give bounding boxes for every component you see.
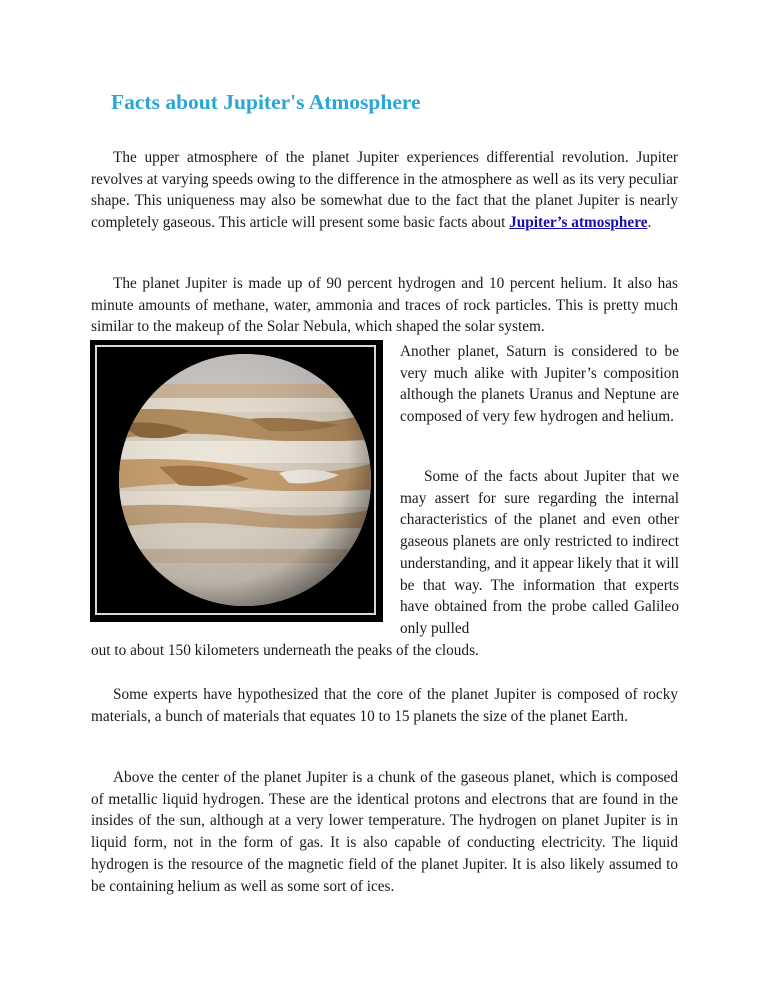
paragraph-intro-text: The upper atmosphere of the planet Jupiter experiences differential revolution. Jupiter revolves at varying speeds owing to the difference in the atmosphere as well as its very peculiar shape. This uniqueness may also be somewhat due to the fact that the planet Jupiter is nearly completely gaseous. This article will present some basic facts about xyxy=(91,149,678,232)
jupiter-image xyxy=(90,340,383,622)
paragraph-metallic-hydrogen-text: Above the center of the planet Jupiter is a chunk of the gaseous planet, which is composed of metallic liquid hydrogen. These are the identical protons and electrons that are found in the insides of the sun, although at a very lower temperature. The hydrogen on planet Jupiter is in liquid form, not in the form of gas. It is also capable of conducting electricity. The liquid hydrogen is the resource of the magnetic field of the planet Jupiter. It is also likely assumed to be containing helium as well as some sort of ices. xyxy=(91,769,678,895)
paragraph-galileo-text: Some of the facts about Jupiter that we may assert for sure regarding the internal characteristics of the planet and even other gaseous planets are only restricted to indirect understanding, and it appear likely that it will be that way. The information that experts have obtained from the probe called Galileo only pulled xyxy=(400,468,679,637)
jupiter-planet-icon xyxy=(99,349,374,613)
paragraph-composition-text: The planet Jupiter is made up of 90 percent hydrogen and 10 percent helium. It also has minute amounts of methane, water, ammonia and traces of rock particles. This is pretty much similar to the makeup of the Solar Nebula, which shaped the solar system. xyxy=(91,275,678,336)
paragraph-metallic-hydrogen xyxy=(91,767,678,897)
paragraph-core-text: Some experts have hypothesized that the core of the planet Jupiter is composed of rocky materials, a bunch of materials that equates 10 to 15 planets the size of the planet Earth. xyxy=(91,686,678,725)
paragraph-saturn xyxy=(400,341,679,428)
paragraph-core xyxy=(91,684,678,727)
paragraph-composition xyxy=(91,273,678,338)
page-title: Facts about Jupiter's Atmosphere xyxy=(111,90,421,114)
paragraph-intro xyxy=(91,147,678,234)
paragraph-galileo-continued xyxy=(91,640,678,662)
paragraph-galileo xyxy=(400,466,679,640)
paragraph-galileo-end: out to about 150 kilometers underneath the peaks of the clouds. xyxy=(91,642,479,659)
paragraph-intro-end: . xyxy=(647,214,652,232)
paragraph-saturn-text: Another planet, Saturn is considered to be very much alike with Jupiter’s composition although the planets Uranus and Neptune are composed of very few hydrogen and helium. xyxy=(400,343,679,426)
jupiter-atmosphere-link[interactable]: Jupiter’s atmosphere xyxy=(509,214,648,232)
